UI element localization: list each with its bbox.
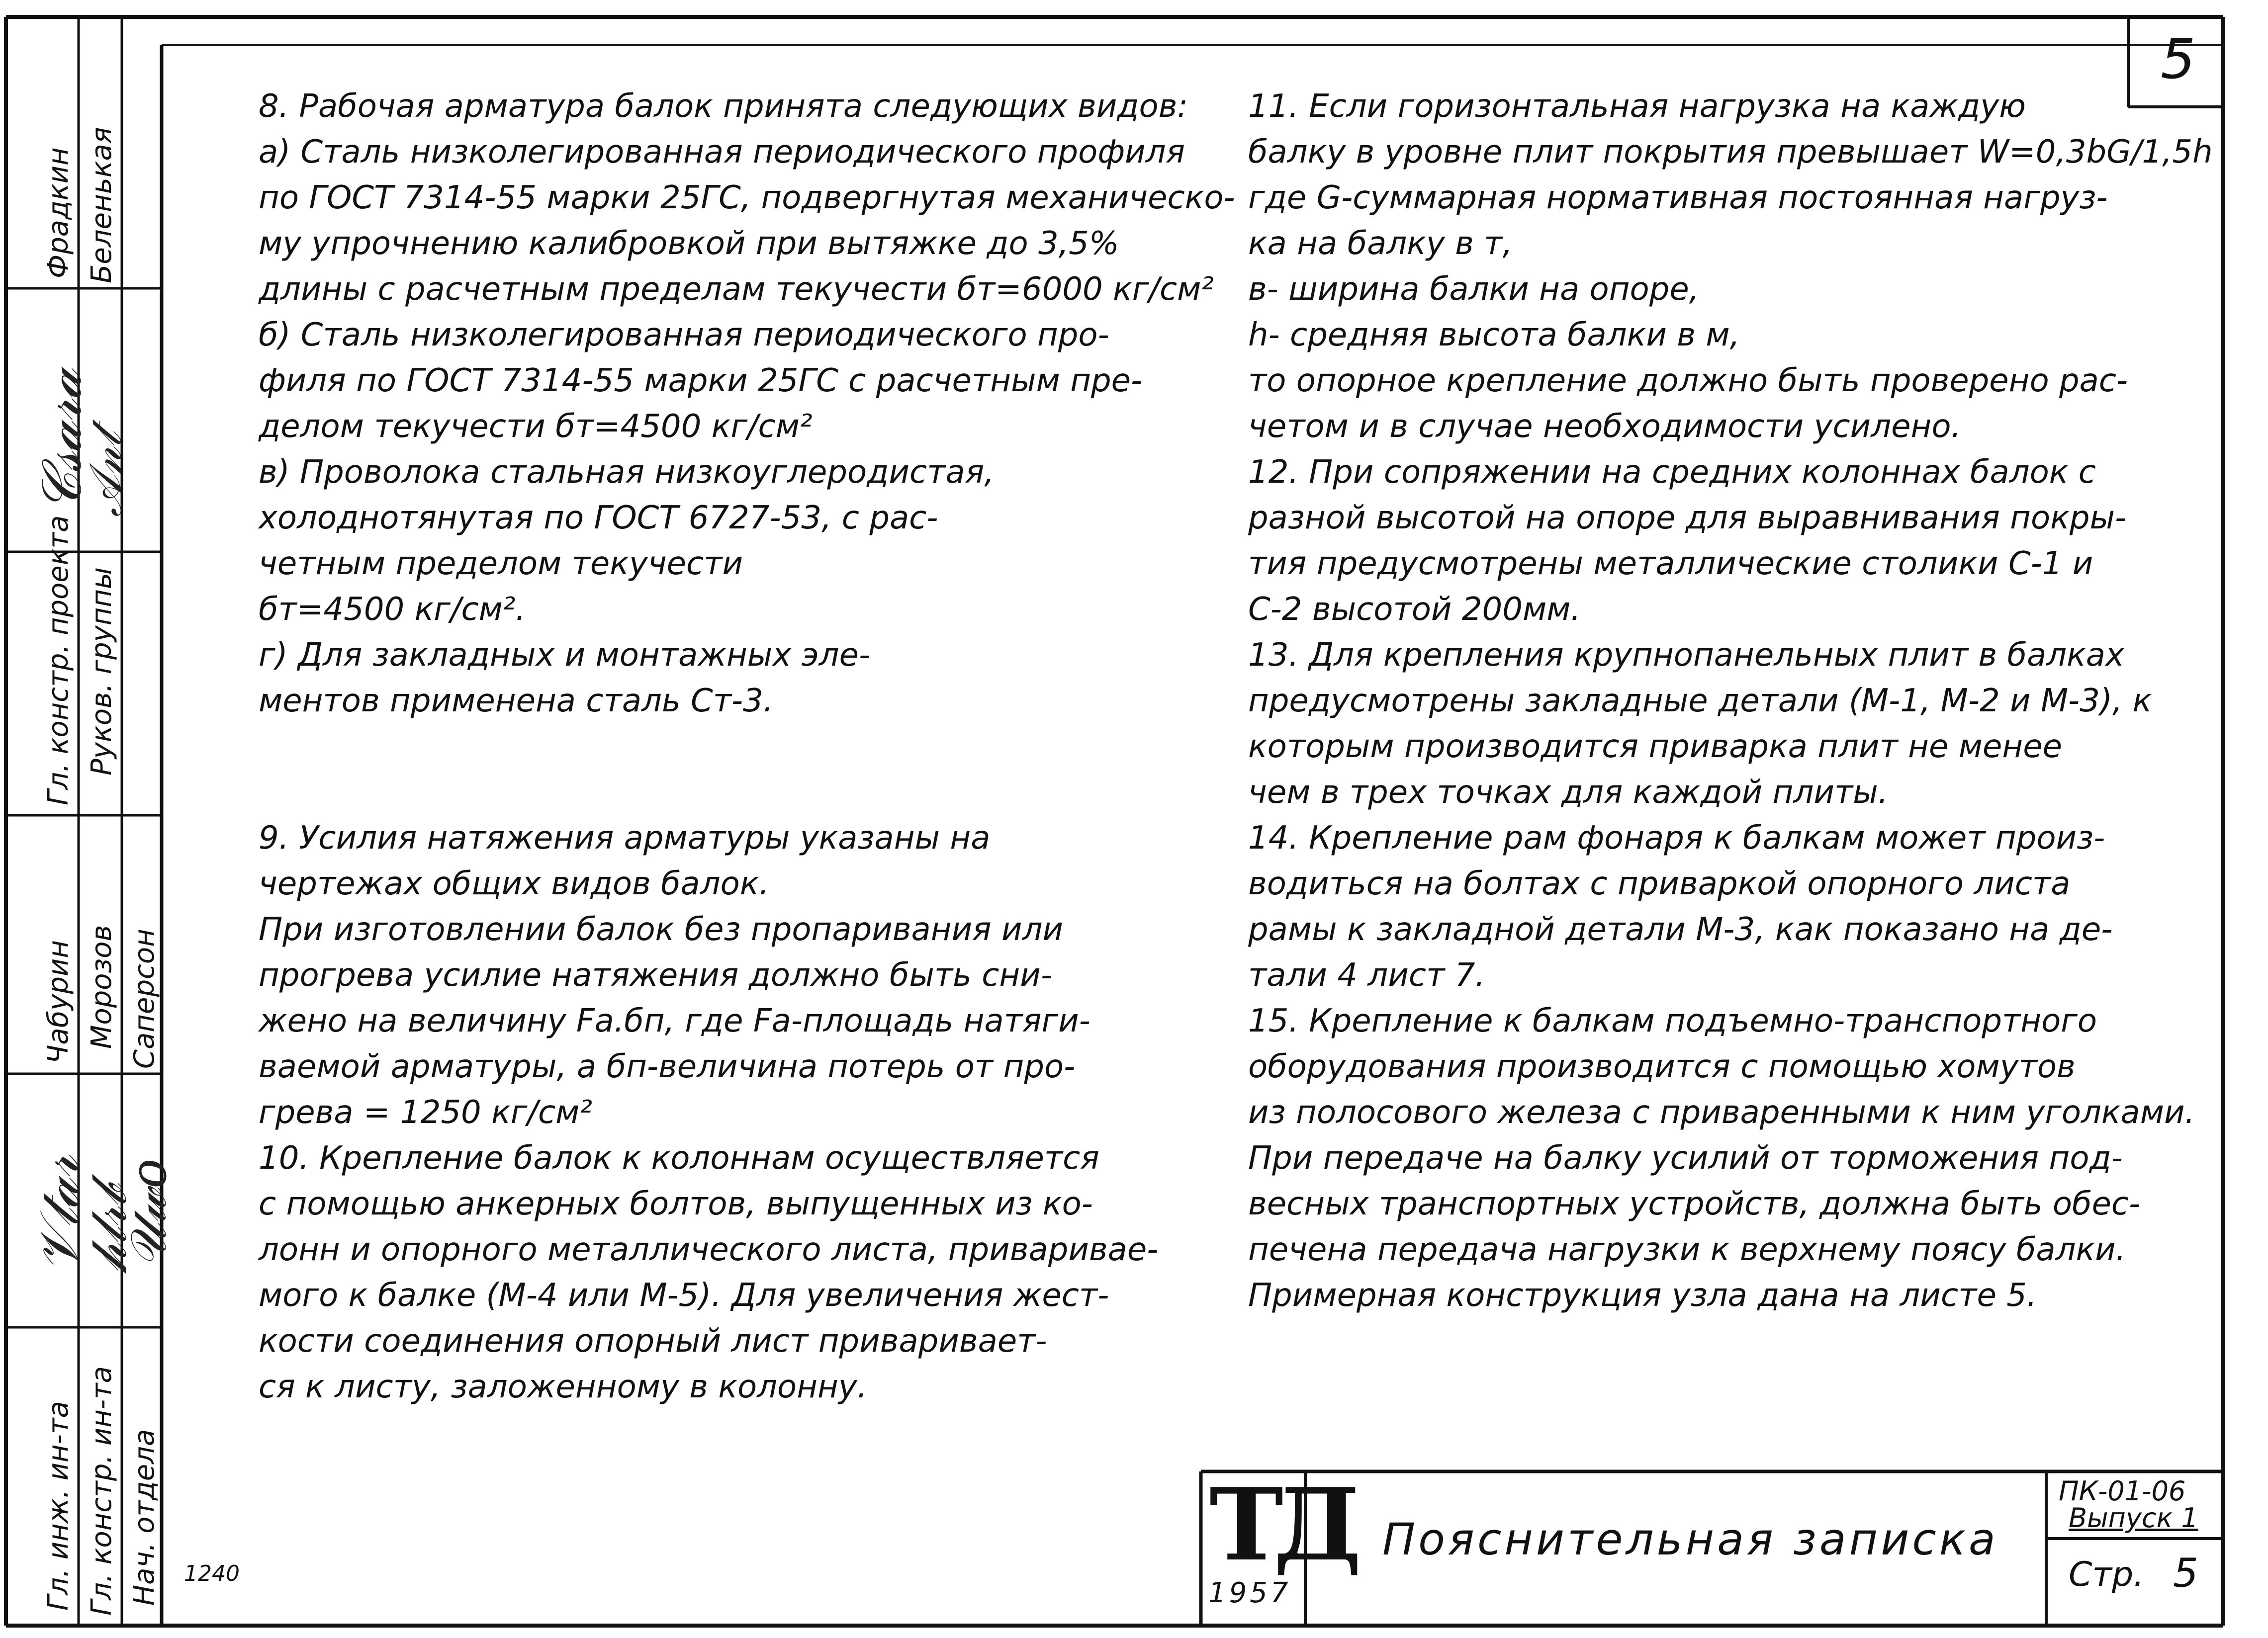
- text-line: кости соединения опорный лист приваривает-: [259, 1323, 1047, 1360]
- text-line: прогрева усилие натяжения должно быть сни-: [259, 957, 1052, 994]
- left-text-column: [259, 84, 1235, 1410]
- text-line: ментов применена сталь Ст-3.: [259, 683, 774, 719]
- text-line: рамы к закладной детали М-3, как показано на де-: [1248, 911, 2113, 948]
- text-line: в- ширина балки на опоре,: [1248, 271, 1700, 308]
- text-line: 14. Крепление рам фонаря к балкам может произ-: [1248, 820, 2105, 857]
- text-line: тия предусмотрены металлические столики С-1 и: [1248, 545, 2093, 582]
- text-line: лонн и опорного металлического листа, приваривае-: [259, 1231, 1159, 1268]
- right-text-column: [1248, 84, 2213, 1318]
- text-line: б) Сталь низколегированная периодического про-: [259, 317, 1109, 353]
- stamp-year: 1957: [1208, 1577, 1291, 1609]
- text-line: бт=4500 кг/см².: [259, 591, 526, 628]
- text-line: оборудования производится с помощью хомутов: [1248, 1048, 2076, 1085]
- text-line: делом текучести бт=4500 кг/см²: [259, 408, 813, 445]
- text-line: ка на балку в т,: [1248, 225, 1513, 262]
- signature: 𝒱𝓉𝒶𝓇: [27, 1155, 91, 1273]
- text-line: длины с расчетным пределам текучести бт=6000 кг/см²: [259, 271, 1214, 308]
- text-line: С-2 высотой 200мм.: [1248, 591, 1581, 628]
- text-line: разной высотой на опоре для выравнивания покры-: [1248, 500, 2127, 536]
- sidebar-name-chaburin: Чабурин: [42, 940, 75, 1064]
- text-line: 12. При сопряжении на средних колоннах балок с: [1248, 454, 2096, 491]
- text-line: весных транспортных устройств, должна быть обес-: [1248, 1186, 2141, 1222]
- text-line: жено на величину Fa.бп, где Fa-площадь натяги-: [259, 1003, 1090, 1039]
- text-line: 10. Крепление балок к колоннам осуществляется: [259, 1140, 1099, 1177]
- text-line: водиться на болтах с приваркой опорного листа: [1248, 865, 2071, 902]
- signature: 𝒞𝓈𝒶𝓇𝒶: [30, 369, 93, 512]
- text-line: из полосового железа с приваренными к ним уголками.: [1248, 1094, 2195, 1131]
- text-line: ся к листу, заложенному в колонну.: [259, 1369, 868, 1405]
- sidebar-role-department-head: Нач. отдела: [128, 1429, 161, 1606]
- text-line: мого к балке (М-4 или М-5). Для увеличения жест-: [259, 1277, 1109, 1314]
- text-line: му упрочнению калибровкой при вытяжке до 3,5%: [259, 225, 1119, 262]
- sidebar-name-belenkaya: Беленькая: [86, 127, 118, 283]
- text-line: где G-суммарная нормативная постоянная нагруз-: [1248, 179, 2108, 216]
- signature: 𝒜𝓃𝓉: [80, 431, 132, 517]
- text-line: 9. Усилия натяжения арматуры указаны на: [259, 820, 991, 857]
- sidebar-name-fradkin: Фрадкин: [42, 147, 75, 278]
- text-line: печена передача нагрузки к верхнему поясу балки.: [1248, 1231, 2126, 1268]
- text-line: [259, 770, 1235, 815]
- page-number: 5: [2173, 1550, 2198, 1596]
- text-line: то опорное крепление должно быть проверено рас-: [1248, 362, 2128, 399]
- signature: 𝒰𝓌𝑜: [119, 1158, 178, 1268]
- text-line: h- средняя высота балки в м,: [1248, 317, 1740, 353]
- text-line: грева = 1250 кг/см²: [259, 1094, 593, 1131]
- text-line: ваемой арматуры, а бп-величина потерь от про-: [259, 1048, 1076, 1085]
- series-code: ПК-01-06: [2059, 1475, 2186, 1507]
- text-line: чем в трех точках для каждой плиты.: [1248, 774, 1889, 811]
- sidebar-role-chief-engineer: Гл. инж. ин-та: [42, 1401, 75, 1611]
- text-line: предусмотрены закладные детали (М-1, М-2 и М-3), к: [1248, 683, 2152, 719]
- text-line: чертежах общих видов балок.: [259, 865, 769, 902]
- text-line: которым производится приварка плит не менее: [1248, 728, 2062, 765]
- document-title: Пояснительная записка: [1382, 1514, 1998, 1565]
- sidebar-name-saperson: Саперсон: [128, 929, 161, 1069]
- sidebar-role-group-head: Руков. группы: [86, 567, 118, 776]
- text-line: [259, 724, 1235, 770]
- text-line: филя по ГОСТ 7314-55 марки 25ГС с расчетным пре-: [259, 362, 1143, 399]
- text-line: 11. Если горизонтальная нагрузка на каждую: [1248, 88, 2026, 125]
- text-line: 8. Рабочая арматура балок принята следующих видов:: [259, 88, 1188, 125]
- text-line: Примерная конструкция узла дана на листе 5.: [1248, 1277, 2037, 1314]
- text-line: четом и в случае необходимости усилено.: [1248, 408, 1961, 445]
- text-line: по ГОСТ 7314-55 марки 25ГС, подвергнутая механическо-: [259, 179, 1235, 216]
- page-label: Стр.: [2069, 1555, 2144, 1594]
- text-line: холоднотянутая по ГОСТ 6727-53, с рас-: [259, 500, 938, 536]
- signature: 𝒽𝓁𝓇𝒷: [80, 1185, 138, 1273]
- sidebar-name-morozov: Морозов: [86, 925, 118, 1049]
- text-line: тали 4 лист 7.: [1248, 957, 1485, 994]
- stamp-logo: ТД: [1209, 1466, 1352, 1583]
- text-line: 15. Крепление к балкам подъемно-транспортного: [1248, 1003, 2097, 1039]
- text-line: с помощью анкерных болтов, выпущенных из ко-: [259, 1186, 1093, 1222]
- text-line: а) Сталь низколегированная периодического профиля: [259, 134, 1185, 171]
- sidebar-role-chief-designer-institute: Гл. констр. ин-та: [86, 1366, 118, 1616]
- text-line: 13. Для крепления крупнопанельных плит в балках: [1248, 637, 2124, 674]
- text-line: четным пределом текучести: [259, 545, 743, 582]
- sheet-code-number: 1240: [184, 1561, 240, 1586]
- sheet-number: 5: [2161, 27, 2195, 91]
- text-line: При изготовлении балок без пропаривания или: [259, 911, 1064, 948]
- text-line: При передаче на балку усилий от торможения под-: [1248, 1140, 2123, 1177]
- text-line: балку в уровне плит покрытия превышает W=0,3bG/1,5h: [1248, 134, 2213, 171]
- text-line: в) Проволока стальная низкоуглеродистая,: [259, 454, 995, 491]
- issue-number: Выпуск 1: [2069, 1502, 2198, 1534]
- text-line: г) Для закладных и монтажных эле-: [259, 637, 871, 674]
- sidebar-role-chief-designer: Гл. констр. проекта: [42, 515, 75, 805]
